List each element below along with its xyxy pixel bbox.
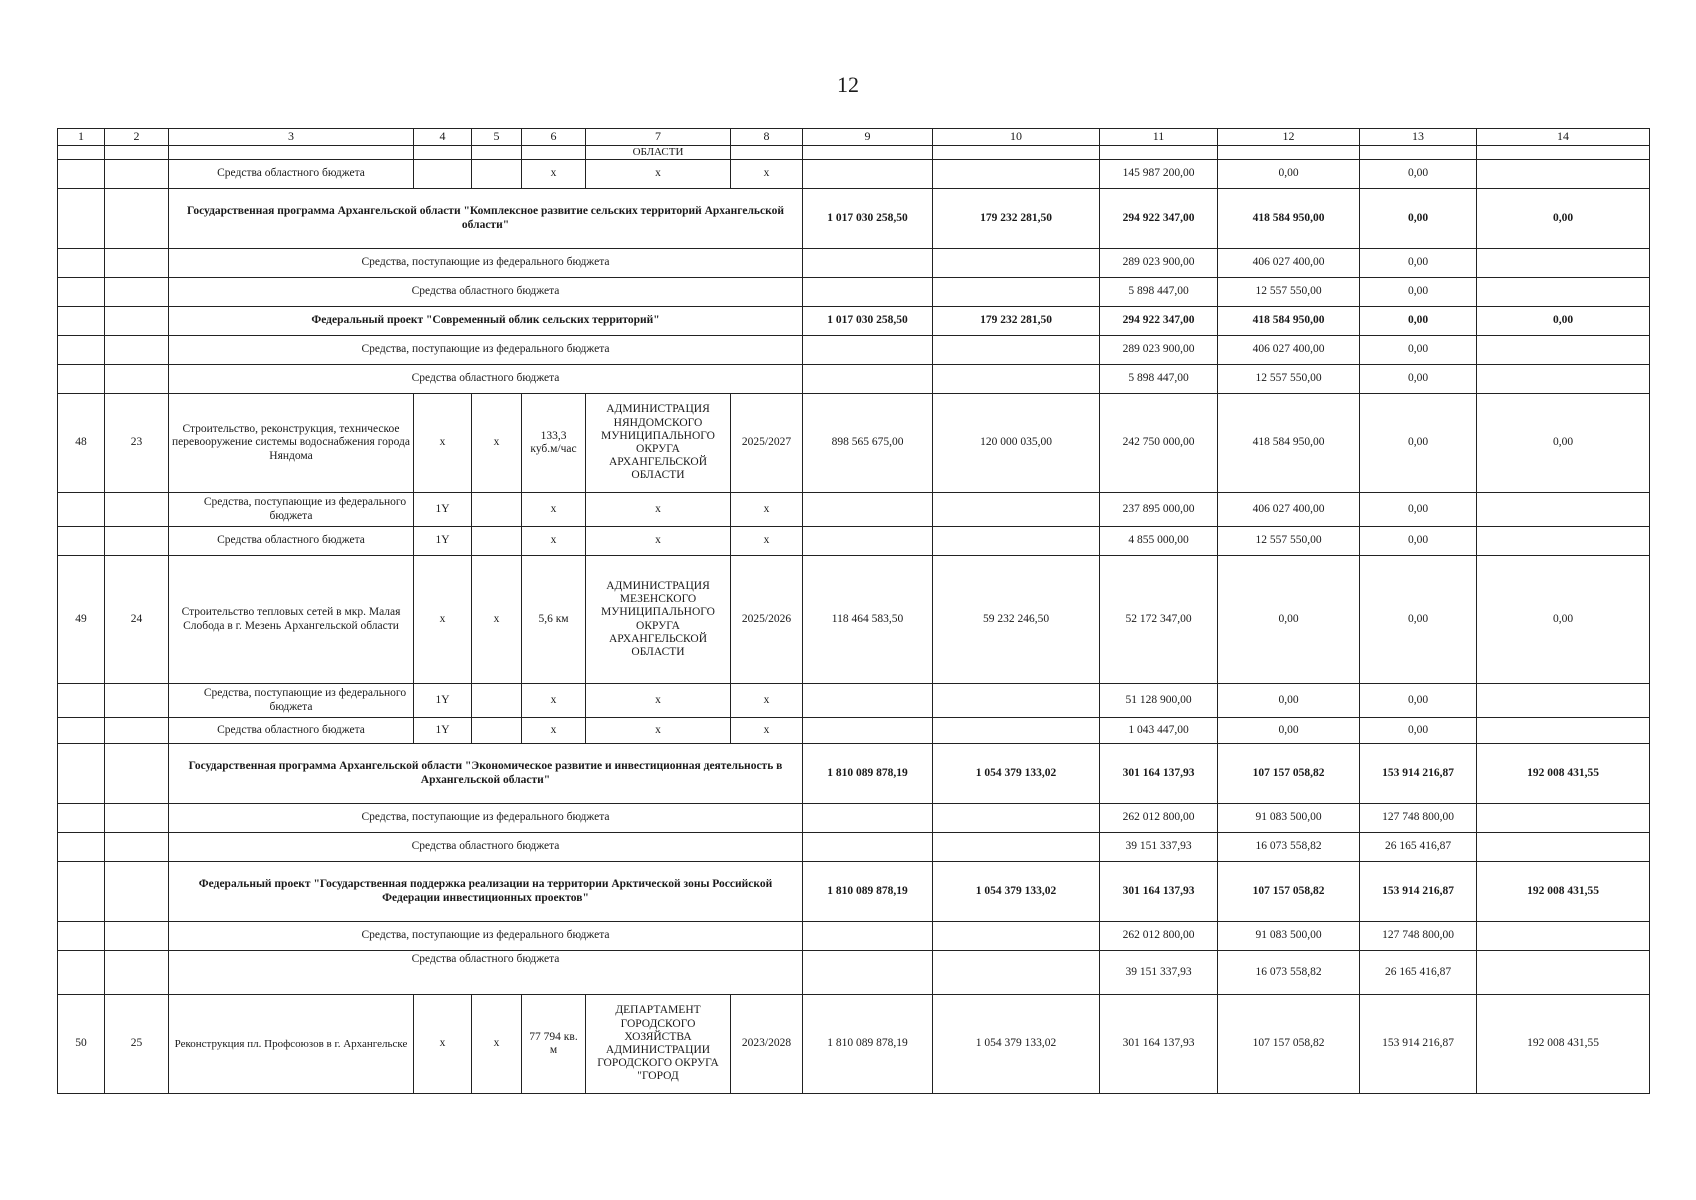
period-cell: 2025/2027: [731, 394, 803, 493]
cell: 1 810 089 878,19: [803, 862, 933, 922]
cell: 52 172 347,00: [1100, 556, 1218, 684]
cell: 1Y: [414, 527, 472, 556]
cell: 1 054 379 133,02: [933, 862, 1100, 922]
cell: 0,00: [1360, 493, 1477, 527]
funding-label: Средства, поступающие из федерального бюджета: [169, 493, 414, 527]
table-row: [58, 336, 1650, 365]
object-row: [58, 995, 1650, 1094]
cell: 1 810 089 878,19: [803, 744, 933, 804]
cell: 1Y: [414, 718, 472, 744]
cell: x: [522, 493, 586, 527]
cell: 406 027 400,00: [1218, 336, 1360, 365]
cell: 1 017 030 258,50: [803, 307, 933, 336]
cell: 0,00: [1360, 160, 1477, 189]
funding-label: Средства областного бюджета: [169, 718, 414, 744]
cell: 192 008 431,55: [1477, 995, 1650, 1094]
cell: 406 027 400,00: [1218, 249, 1360, 278]
project-title: Федеральный проект "Государственная поддержка реализации на территории Арктической зоны Российской Федерации инвестиционных проектов": [169, 862, 803, 922]
cell: 26 165 416,87: [1360, 951, 1477, 995]
cell: 153 914 216,87: [1360, 995, 1477, 1094]
cell: 1 054 379 133,02: [933, 995, 1100, 1094]
funding-label: Средства, поступающие из федерального бюджета: [169, 249, 803, 278]
table-row: [58, 922, 1650, 951]
continuation-row: [58, 146, 1650, 160]
capacity-cell: 77 794 кв. м: [522, 995, 586, 1094]
cell: 107 157 058,82: [1218, 862, 1360, 922]
cell: 0,00: [1218, 556, 1360, 684]
cell: x: [586, 160, 731, 189]
cell: 1 017 030 258,50: [803, 189, 933, 249]
cell: 0,00: [1360, 189, 1477, 249]
funding-label: Средства областного бюджета: [169, 527, 414, 556]
cell: 0,00: [1360, 718, 1477, 744]
cell: 179 232 281,50: [933, 189, 1100, 249]
table-row: [58, 278, 1650, 307]
cell: x: [522, 684, 586, 718]
table-row: [58, 951, 1650, 995]
object-number: 24: [105, 556, 169, 684]
cell: 107 157 058,82: [1218, 995, 1360, 1094]
object-row: [58, 556, 1650, 684]
cell: 262 012 800,00: [1100, 922, 1218, 951]
row-number: 50: [58, 995, 105, 1094]
cell: x: [586, 527, 731, 556]
cell: 294 922 347,00: [1100, 189, 1218, 249]
header-row: [58, 129, 1650, 146]
table-row: [58, 804, 1650, 833]
cell: 0,00: [1477, 394, 1650, 493]
cell: 12 557 550,00: [1218, 278, 1360, 307]
cell: 0,00: [1477, 189, 1650, 249]
program-title: Государственная программа Архангельской области "Экономическое развитие и инвестиционная деятельность в Архангельской области": [169, 744, 803, 804]
cell: 0,00: [1360, 684, 1477, 718]
col-header: 13: [1360, 129, 1477, 146]
col-header: 1: [58, 129, 105, 146]
cell: x: [586, 493, 731, 527]
col-header: 6: [522, 129, 586, 146]
cell: 0,00: [1360, 365, 1477, 394]
page-number: 12: [837, 72, 859, 97]
cell: x: [586, 684, 731, 718]
cell: 0,00: [1360, 307, 1477, 336]
cell: 1Y: [414, 493, 472, 527]
col-header: 10: [933, 129, 1100, 146]
cell: x: [414, 995, 472, 1094]
cell: 179 232 281,50: [933, 307, 1100, 336]
cell: 1Y: [414, 684, 472, 718]
cell: 237 895 000,00: [1100, 493, 1218, 527]
object-name: Строительство, реконструкция, техническое перевооружение системы водоснабжения города Няндома: [169, 394, 414, 493]
cell: 26 165 416,87: [1360, 833, 1477, 862]
funding-label: Средства областного бюджета: [169, 278, 803, 307]
table-row: [58, 365, 1650, 394]
col-header: 5: [472, 129, 522, 146]
object-number: 25: [105, 995, 169, 1094]
cell: 91 083 500,00: [1218, 922, 1360, 951]
cell: 406 027 400,00: [1218, 493, 1360, 527]
cell: 301 164 137,93: [1100, 995, 1218, 1094]
object-name: Реконструкция пл. Профсоюзов в г. Архангельске: [169, 995, 414, 1094]
col-header: 2: [105, 129, 169, 146]
organization-cell: АДМИНИСТРАЦИЯ МЕЗЕНСКОГО МУНИЦИПАЛЬНОГО ОКРУГА АРХАНГЕЛЬСКОЙ ОБЛАСТИ: [586, 556, 731, 684]
cell: 107 157 058,82: [1218, 744, 1360, 804]
capacity-cell: 133,3 куб.м/час: [522, 394, 586, 493]
funding-label: Средства областного бюджета: [169, 951, 803, 995]
cell: 39 151 337,93: [1100, 951, 1218, 995]
funding-label: Средства областного бюджета: [169, 365, 803, 394]
funding-label: Средства областного бюджета: [169, 833, 803, 862]
cell: 262 012 800,00: [1100, 804, 1218, 833]
row-number: 48: [58, 394, 105, 493]
cell: 153 914 216,87: [1360, 744, 1477, 804]
cell: 0,00: [1360, 394, 1477, 493]
cell: 12 557 550,00: [1218, 527, 1360, 556]
cell: 16 073 558,82: [1218, 951, 1360, 995]
row-number: 49: [58, 556, 105, 684]
col-header: 9: [803, 129, 933, 146]
cell: 0,00: [1360, 527, 1477, 556]
cell: x: [414, 394, 472, 493]
budget-table: [57, 128, 1650, 1094]
table-row: [58, 160, 1650, 189]
cell: x: [472, 394, 522, 493]
cell: 418 584 950,00: [1218, 189, 1360, 249]
cell: 12 557 550,00: [1218, 365, 1360, 394]
cell: 91 083 500,00: [1218, 804, 1360, 833]
cell: 289 023 900,00: [1100, 249, 1218, 278]
cell: 127 748 800,00: [1360, 922, 1477, 951]
table-row: [58, 527, 1650, 556]
table-row: [58, 684, 1650, 718]
cell: 0,00: [1360, 278, 1477, 307]
project-row: [58, 862, 1650, 922]
object-row: [58, 394, 1650, 493]
cell: 39 151 337,93: [1100, 833, 1218, 862]
cell: 192 008 431,55: [1477, 862, 1650, 922]
cell: x: [731, 684, 803, 718]
cell: 0,00: [1218, 160, 1360, 189]
cell: 0,00: [1477, 307, 1650, 336]
cell: x: [522, 527, 586, 556]
cell: 242 750 000,00: [1100, 394, 1218, 493]
project-title: Федеральный проект "Современный облик сельских территорий": [169, 307, 803, 336]
cell: 0,00: [1360, 249, 1477, 278]
cell: 1 810 089 878,19: [803, 995, 933, 1094]
cell: 0,00: [1360, 556, 1477, 684]
cell: x: [731, 493, 803, 527]
col-header: 4: [414, 129, 472, 146]
cell: x: [472, 995, 522, 1094]
funding-label: Средства, поступающие из федерального бюджета: [169, 922, 803, 951]
cell: 294 922 347,00: [1100, 307, 1218, 336]
cell: 145 987 200,00: [1100, 160, 1218, 189]
program-row: [58, 189, 1650, 249]
cell: 4 855 000,00: [1100, 527, 1218, 556]
cell: 0,00: [1477, 556, 1650, 684]
table-row: [58, 249, 1650, 278]
period-cell: 2025/2026: [731, 556, 803, 684]
cell: 418 584 950,00: [1218, 307, 1360, 336]
col-header: 8: [731, 129, 803, 146]
cell: x: [731, 160, 803, 189]
cell: x: [731, 527, 803, 556]
cell: 1 054 379 133,02: [933, 744, 1100, 804]
cell: 127 748 800,00: [1360, 804, 1477, 833]
cell: x: [731, 718, 803, 744]
cell: 301 164 137,93: [1100, 744, 1218, 804]
funding-label: Средства, поступающие из федерального бюджета: [169, 804, 803, 833]
capacity-cell: 5,6 км: [522, 556, 586, 684]
funding-label: Средства, поступающие из федерального бюджета: [169, 684, 414, 718]
table-row: [58, 718, 1650, 744]
cell: 301 164 137,93: [1100, 862, 1218, 922]
cell: 898 565 675,00: [803, 394, 933, 493]
col-header: 11: [1100, 129, 1218, 146]
cell: x: [472, 556, 522, 684]
funding-label: Средства, поступающие из федерального бюджета: [169, 336, 803, 365]
project-row: [58, 307, 1650, 336]
cell: 5 898 447,00: [1100, 365, 1218, 394]
cell: 59 232 246,50: [933, 556, 1100, 684]
object-number: 23: [105, 394, 169, 493]
table-row: [58, 833, 1650, 862]
cell: 289 023 900,00: [1100, 336, 1218, 365]
cell: 0,00: [1360, 336, 1477, 365]
col-header: 3: [169, 129, 414, 146]
cell: x: [586, 718, 731, 744]
organization-cell: АДМИНИСТРАЦИЯ НЯНДОМСКОГО МУНИЦИПАЛЬНОГО ОКРУГА АРХАНГЕЛЬСКОЙ ОБЛАСТИ: [586, 394, 731, 493]
cell: x: [522, 718, 586, 744]
cell: 153 914 216,87: [1360, 862, 1477, 922]
program-title: Государственная программа Архангельской области "Комплексное развитие сельских территорий Архангельской области": [169, 189, 803, 249]
cell: 192 008 431,55: [1477, 744, 1650, 804]
cell: 120 000 035,00: [933, 394, 1100, 493]
cell: x: [522, 160, 586, 189]
cell: 51 128 900,00: [1100, 684, 1218, 718]
program-row: [58, 744, 1650, 804]
cell: 0,00: [1218, 718, 1360, 744]
cell: 418 584 950,00: [1218, 394, 1360, 493]
org-continuation: ОБЛАСТИ: [586, 146, 731, 160]
cell: 118 464 583,50: [803, 556, 933, 684]
period-cell: 2023/2028: [731, 995, 803, 1094]
cell: 5 898 447,00: [1100, 278, 1218, 307]
cell: 16 073 558,82: [1218, 833, 1360, 862]
funding-label: Средства областного бюджета: [169, 160, 414, 189]
organization-cell: ДЕПАРТАМЕНТ ГОРОДСКОГО ХОЗЯЙСТВА АДМИНИСТРАЦИИ ГОРОДСКОГО ОКРУГА "ГОРОД: [586, 995, 731, 1094]
col-header: 12: [1218, 129, 1360, 146]
cell: 0,00: [1218, 684, 1360, 718]
col-header: 7: [586, 129, 731, 146]
cell: x: [414, 556, 472, 684]
cell: 1 043 447,00: [1100, 718, 1218, 744]
table-row: [58, 493, 1650, 527]
object-name: Строительство тепловых сетей в мкр. Малая Слобода в г. Мезень Архангельской области: [169, 556, 414, 684]
col-header: 14: [1477, 129, 1650, 146]
